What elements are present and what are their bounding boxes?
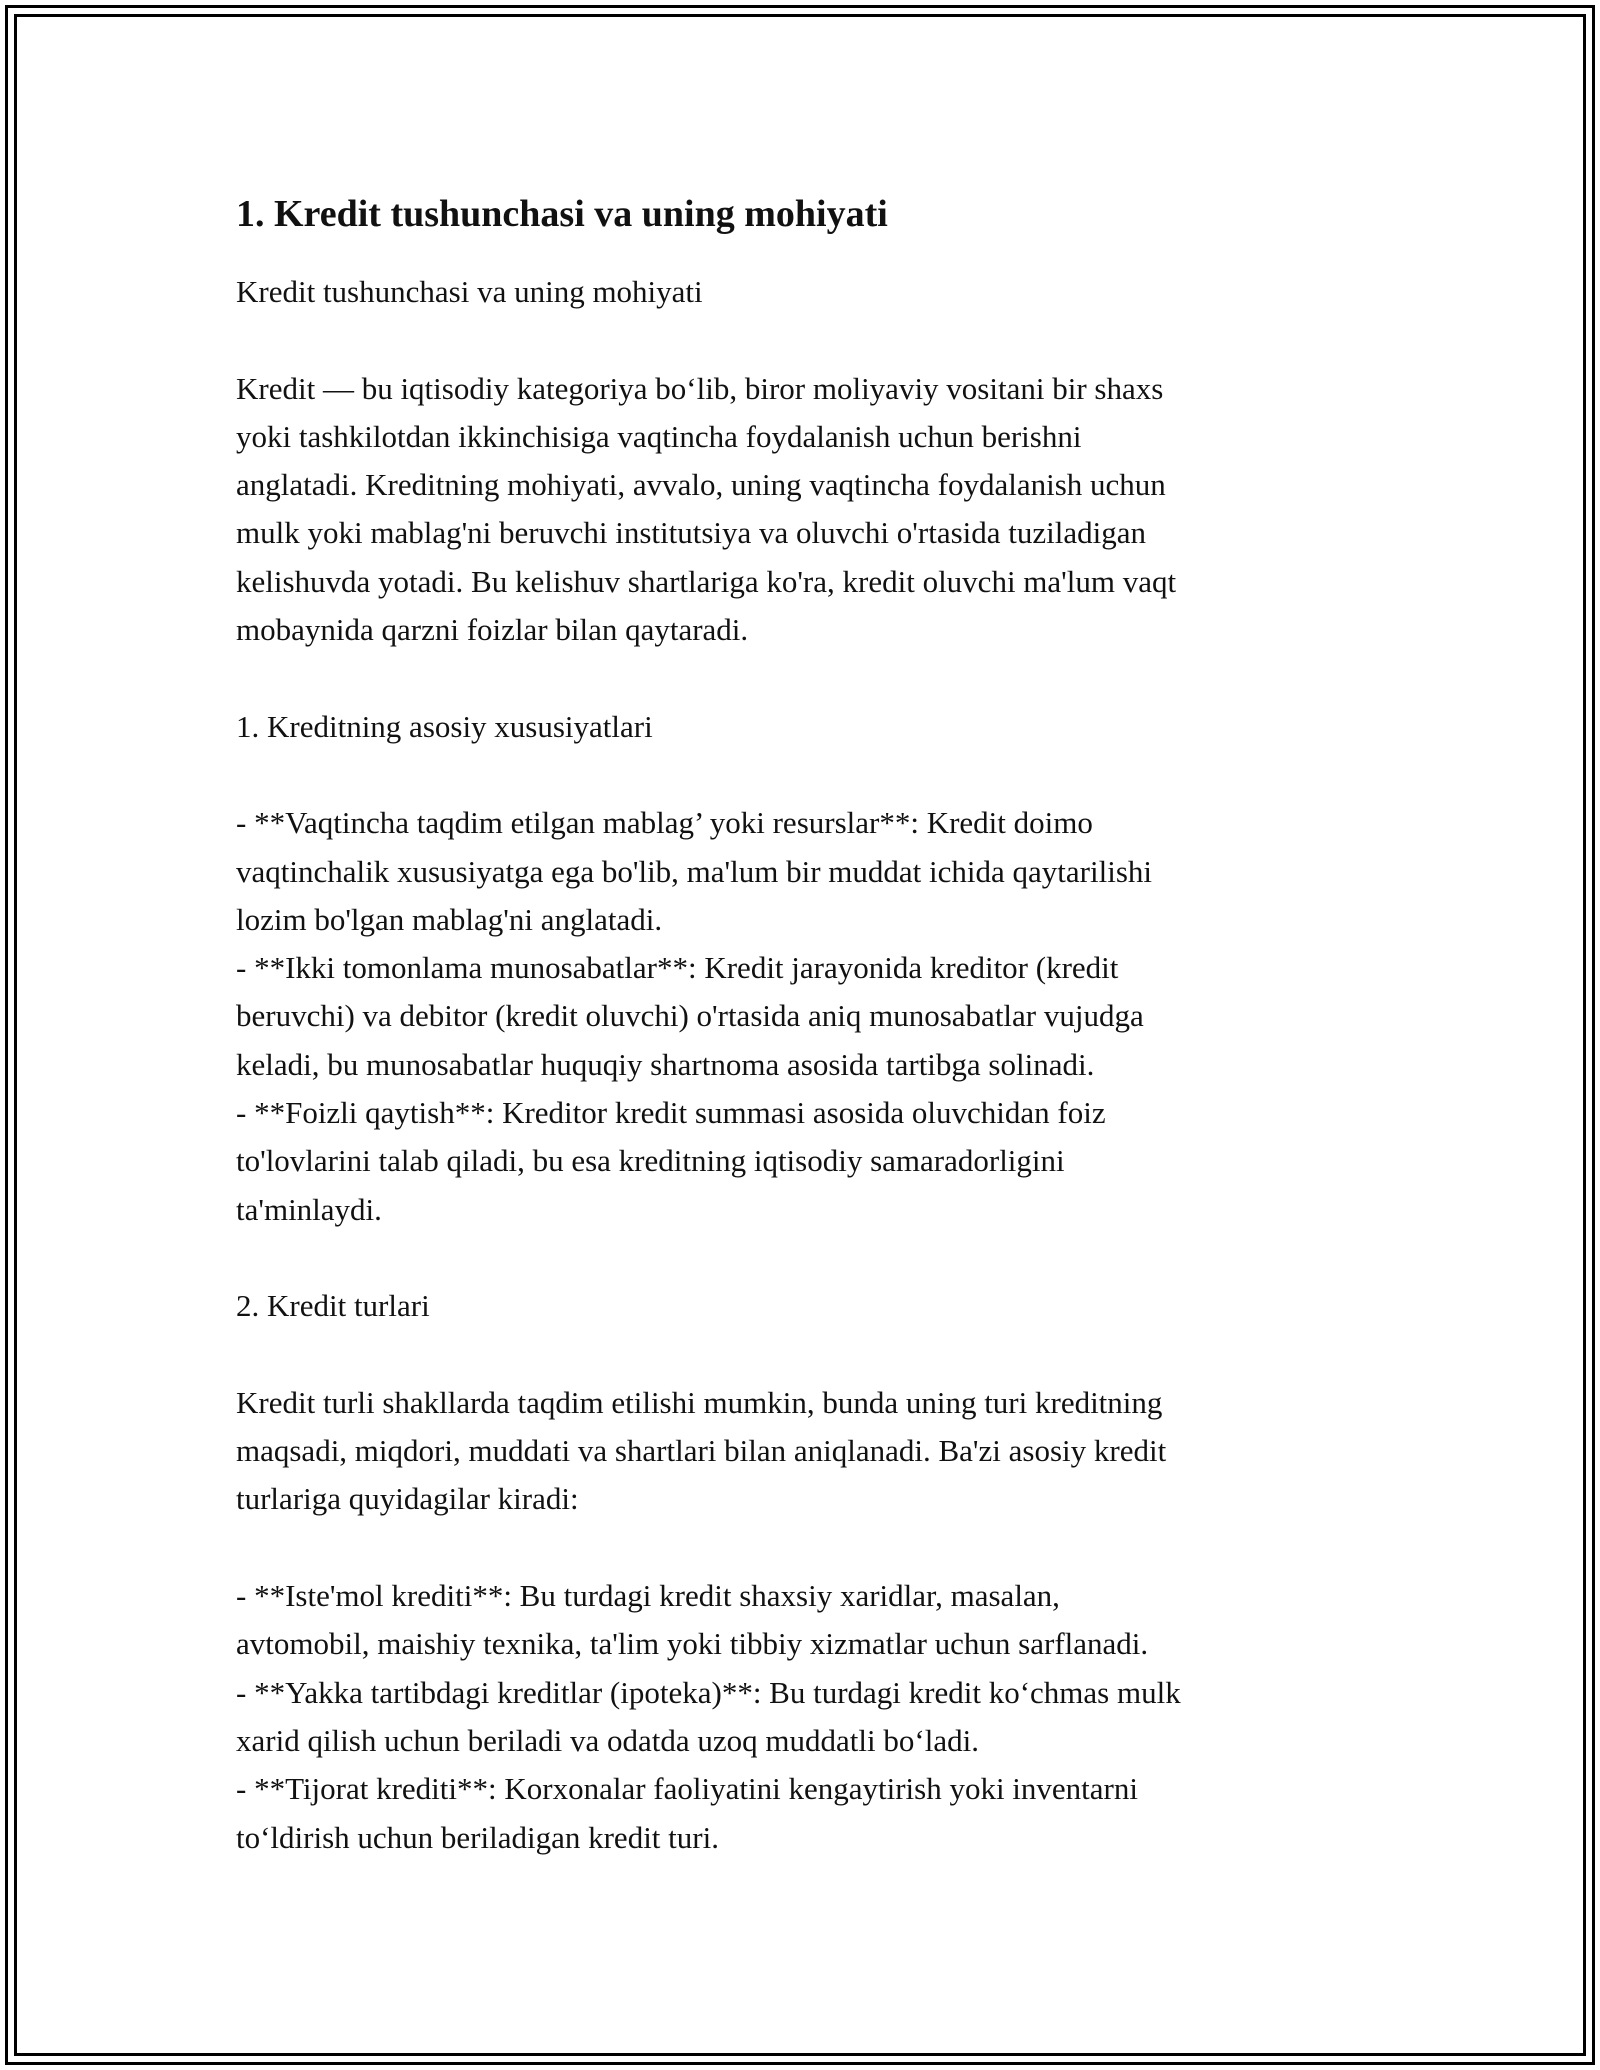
list-item-line: ta'minlaydi.: [236, 1191, 382, 1227]
text-line: maqsadi, miqdori, muddati va shartlari bilan aniqlanadi. Ba'zi asosiy kredit: [236, 1433, 1167, 1469]
text-line: mulk yoki mablag'ni beruvchi institutsiya va oluvchi o'rtasida tuziladigan: [236, 515, 1146, 551]
section1-list: [236, 799, 1376, 1234]
document-body: [236, 190, 1376, 1862]
section-heading: 2. Kredit turlari: [236, 1288, 430, 1324]
text-line: anglatadi. Kreditning mohiyati, avvalo, uning vaqtincha foydalanish uchun: [236, 467, 1166, 503]
list-item-line: to‘ldirish uchun beriladigan kredit turi.: [236, 1819, 719, 1855]
spacer: [236, 751, 1376, 799]
list-item-line: lozim bo'lgan mablag'ni anglatadi.: [236, 901, 663, 937]
spacer: [236, 1234, 1376, 1282]
list-item-line: - **Foizli qaytish**: Kreditor kredit summasi asosida oluvchidan foiz: [236, 1095, 1106, 1131]
intro-paragraph: [236, 365, 1376, 655]
list-item-line: - **Yakka tartibdagi kreditlar (ipoteka)**: Bu turdagi kredit ko‘chmas mulk: [236, 1674, 1181, 1710]
list-item-line: beruvchi) va debitor (kredit oluvchi) o'rtasida aniq munosabatlar vujudga: [236, 998, 1144, 1034]
text-line: kelishuvda yotadi. Bu kelishuv shartlariga ko'ra, kredit oluvchi ma'lum vaqt: [236, 563, 1177, 599]
section-heading: 1. Kreditning asosiy xususiyatlari: [236, 708, 653, 744]
list-item-line: to'lovlarini talab qiladi, bu esa kreditning iqtisodiy samaradorligini: [236, 1143, 1065, 1179]
text-line: mobaynida qarzni foizlar bilan qaytaradi.: [236, 612, 749, 648]
list-item-line: - **Ikki tomonlama munosabatlar**: Kredit jarayonida kreditor (kredit: [236, 950, 1119, 986]
spacer: [236, 316, 1376, 364]
list-item-line: avtomobil, maishiy texnika, ta'lim yoki tibbiy xizmatlar uchun sarflanadi.: [236, 1626, 1149, 1662]
list-item-line: - **Iste'mol krediti**: Bu turdagi kredit shaxsiy xaridlar, masalan,: [236, 1578, 1060, 1614]
section2-intro: [236, 1379, 1376, 1524]
list-item-line: keladi, bu munosabatlar huquqiy shartnoma asosida tartibga solinadi.: [236, 1046, 1095, 1082]
spacer: [236, 1524, 1376, 1572]
list-item-line: xarid qilish uchun beriladi va odatda uzoq muddatli bo‘ladi.: [236, 1722, 979, 1758]
text-line: turlariga quyidagilar kiradi:: [236, 1481, 579, 1517]
spacer: [236, 654, 1376, 702]
text-line: yoki tashkilotdan ikkinchisiga vaqtincha foydalanish uchun berishni: [236, 418, 1082, 454]
list-item-line: - **Tijorat krediti**: Korxonalar faoliyatini kengaytirish yoki inventarni: [236, 1771, 1138, 1807]
document-title: 1. Kredit tushunchasi va uning mohiyati: [236, 193, 888, 235]
text-line: Kredit — bu iqtisodiy kategoriya bo‘lib, biror moliyaviy vositani bir shaxs: [236, 370, 1164, 406]
list-item-line: - **Vaqtincha taqdim etilgan mablag’ yoki resurslar**: Kredit doimo: [236, 805, 1093, 841]
section2-list: [236, 1572, 1376, 1862]
spacer: [236, 1331, 1376, 1379]
list-item-line: vaqtinchalik xususiyatga ega bo'lib, ma'lum bir muddat ichida qaytarilishi: [236, 853, 1152, 889]
spacer: [236, 238, 1376, 268]
document-subtitle: Kredit tushunchasi va uning mohiyati: [236, 274, 703, 309]
text-line: Kredit turli shakllarda taqdim etilishi mumkin, bunda uning turi kreditning: [236, 1384, 1163, 1420]
